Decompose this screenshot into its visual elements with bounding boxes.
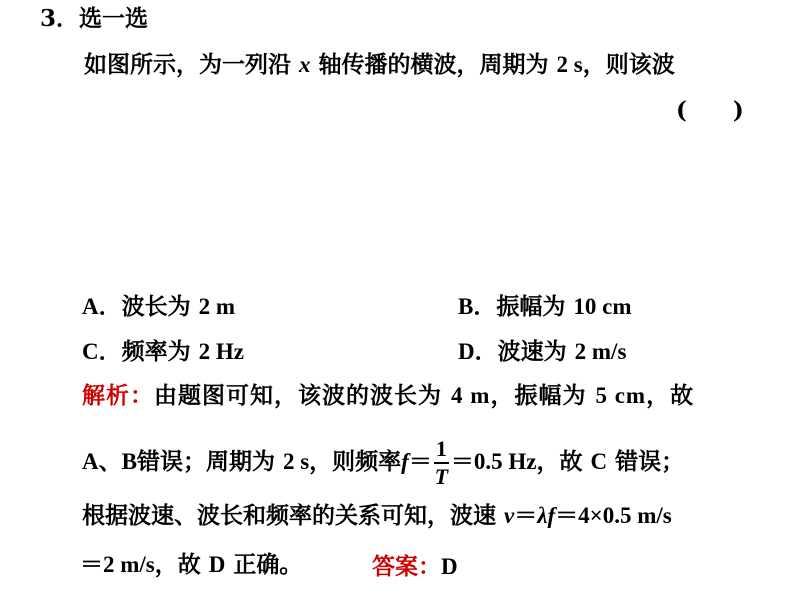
question-stem bbox=[84, 50, 675, 80]
option-a-label: A． bbox=[82, 294, 122, 319]
analysis-text-2d: 错误； bbox=[615, 448, 685, 475]
analysis-frequency: 0.5 Hz bbox=[473, 449, 537, 474]
option-a-value: 2 m bbox=[198, 294, 236, 319]
option-b[interactable] bbox=[458, 292, 631, 322]
option-d-value: 2 m/s bbox=[574, 339, 627, 364]
analysis-text-3a: 根据波速、波长和频率的关系可知，波速 bbox=[82, 502, 496, 529]
analysis-text-1a: 由题图可知，该波的波长为 bbox=[154, 382, 442, 409]
analysis-speed-calc: 4×0.5 m/s bbox=[578, 503, 672, 528]
analysis-equals-4: ＝ bbox=[555, 502, 579, 529]
analysis-c: C bbox=[590, 449, 608, 474]
answer-value: D bbox=[441, 554, 458, 579]
analysis-d: D bbox=[208, 552, 226, 577]
analysis-amplitude: 5 cm bbox=[595, 383, 647, 408]
analysis-speed-result: ＝2 m/s bbox=[80, 552, 155, 577]
analysis-ab: A、B bbox=[82, 449, 137, 474]
figure-area bbox=[82, 140, 752, 280]
option-a[interactable] bbox=[82, 292, 235, 322]
question-number: 3． bbox=[40, 5, 80, 32]
analysis-text-4a: ，故 bbox=[154, 551, 201, 578]
stem-period: 2 s bbox=[556, 52, 583, 77]
analysis-period: 2 s bbox=[282, 449, 310, 474]
analysis-v-symbol: v bbox=[504, 503, 515, 528]
analysis-line-1 bbox=[82, 381, 694, 411]
analysis-line-2 bbox=[82, 438, 684, 488]
stem-text-1: 如图所示，为一列沿 bbox=[84, 51, 291, 78]
analysis-text-2c: ，故 bbox=[536, 448, 583, 475]
analysis-equals-1: ＝ bbox=[408, 448, 432, 475]
analysis-label: 解析： bbox=[82, 382, 154, 409]
analysis-text-1c: ，故 bbox=[646, 382, 695, 409]
fraction-numerator: 1 bbox=[434, 438, 449, 464]
option-c[interactable] bbox=[82, 337, 244, 367]
analysis-line-3 bbox=[82, 501, 672, 531]
option-d-text: 波速为 bbox=[497, 338, 567, 365]
option-c-text: 频率为 bbox=[121, 338, 191, 365]
stem-text-2: 轴传播的横波，周期为 bbox=[318, 51, 549, 78]
question-heading: 选一选 bbox=[79, 5, 149, 32]
analysis-wavelength: 4 m bbox=[451, 383, 491, 408]
analysis-f-symbol-2: f bbox=[547, 503, 556, 528]
option-b-value: 10 cm bbox=[573, 294, 632, 319]
frequency-fraction bbox=[434, 438, 449, 488]
analysis-text-2a: 错误；周期为 bbox=[136, 448, 275, 475]
analysis-lambda-symbol: λ bbox=[537, 503, 548, 528]
stem-text-3: ，则该波 bbox=[582, 51, 675, 78]
option-b-text: 振幅为 bbox=[496, 293, 566, 320]
analysis-equals-2: ＝ bbox=[450, 448, 474, 475]
analysis-text-1b: ，振幅为 bbox=[490, 382, 587, 409]
option-b-label: B． bbox=[458, 294, 497, 319]
analysis-text-2b: ，则频率 bbox=[309, 448, 402, 475]
answer-line bbox=[372, 552, 458, 582]
option-c-label: C． bbox=[82, 339, 122, 364]
analysis-f-symbol: f bbox=[401, 449, 409, 474]
analysis-equals-3: ＝ bbox=[514, 502, 538, 529]
option-d[interactable] bbox=[458, 337, 626, 367]
analysis-line-4 bbox=[80, 550, 302, 580]
option-a-text: 波长为 bbox=[121, 293, 191, 320]
analysis-text-4b: 正确。 bbox=[233, 551, 303, 578]
option-d-label: D． bbox=[458, 339, 498, 364]
option-c-value: 2 Hz bbox=[198, 339, 244, 364]
fraction-denominator: T bbox=[434, 464, 449, 489]
answer-label: 答案： bbox=[372, 553, 441, 580]
answer-brackets: ( ) bbox=[676, 97, 744, 124]
question-header bbox=[40, 4, 148, 34]
stem-var-x: x bbox=[299, 52, 311, 77]
